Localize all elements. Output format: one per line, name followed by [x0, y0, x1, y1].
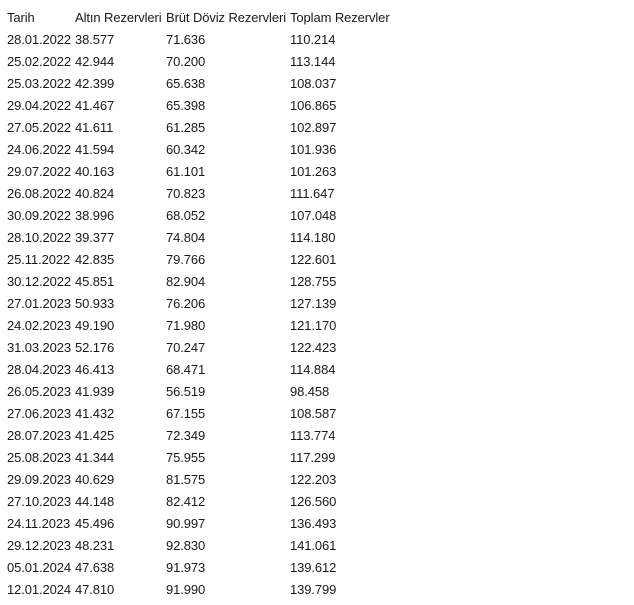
header-date: Tarih	[7, 10, 35, 25]
table-row	[7, 337, 400, 359]
cell-gross-fx-reserves: 91.973	[166, 560, 206, 575]
cell-gross-fx-reserves: 76.206	[166, 296, 206, 311]
cell-gross-fx-reserves: 81.575	[166, 472, 206, 487]
table-row	[7, 315, 400, 337]
cell-gross-fx-reserves: 92.830	[166, 538, 206, 553]
cell-total-reserves: 141.061	[290, 538, 337, 553]
table-row	[7, 293, 400, 315]
table-row	[7, 183, 400, 205]
table-row	[7, 491, 400, 513]
cell-gross-fx-reserves: 65.638	[166, 76, 206, 91]
header-gross-fx-reserves: Brüt Döviz Rezervleri	[166, 10, 286, 25]
cell-gold-reserves: 41.939	[75, 384, 115, 399]
table-row	[7, 513, 400, 535]
table-row	[7, 447, 400, 469]
cell-total-reserves: 111.647	[290, 186, 335, 201]
cell-total-reserves: 101.263	[290, 164, 337, 179]
cell-gross-fx-reserves: 67.155	[166, 406, 206, 421]
cell-gross-fx-reserves: 71.636	[166, 32, 206, 47]
cell-gold-reserves: 48.231	[75, 538, 115, 553]
cell-gold-reserves: 50.933	[75, 296, 115, 311]
cell-gold-reserves: 39.377	[75, 230, 115, 245]
cell-date: 24.02.2023	[7, 318, 72, 333]
cell-gross-fx-reserves: 82.904	[166, 274, 206, 289]
cell-date: 27.01.2023	[7, 296, 72, 311]
table-row	[7, 139, 400, 161]
table-row	[7, 29, 400, 51]
cell-gross-fx-reserves: 60.342	[166, 142, 206, 157]
table-row	[7, 249, 400, 271]
reserves-table	[7, 7, 400, 601]
table-row	[7, 381, 400, 403]
cell-date: 27.10.2023	[7, 494, 72, 509]
cell-gross-fx-reserves: 82.412	[166, 494, 206, 509]
cell-gross-fx-reserves: 72.349	[166, 428, 206, 443]
header-row	[7, 7, 400, 29]
cell-gold-reserves: 38.996	[75, 208, 115, 223]
cell-date: 29.09.2023	[7, 472, 72, 487]
table-row	[7, 73, 400, 95]
cell-gross-fx-reserves: 65.398	[166, 98, 206, 113]
cell-gold-reserves: 41.467	[75, 98, 115, 113]
table-row	[7, 469, 400, 491]
header-gold-reserves: Altın Rezervleri	[75, 10, 162, 25]
cell-date: 26.05.2023	[7, 384, 72, 399]
cell-total-reserves: 113.774	[290, 428, 336, 443]
cell-date: 27.05.2022	[7, 120, 72, 135]
cell-total-reserves: 114.884	[290, 362, 336, 377]
cell-gross-fx-reserves: 90.997	[166, 516, 206, 531]
cell-gold-reserves: 40.629	[75, 472, 115, 487]
table-row	[7, 579, 400, 601]
cell-total-reserves: 122.203	[290, 472, 337, 487]
table-row	[7, 205, 400, 227]
cell-total-reserves: 114.180	[290, 230, 336, 245]
cell-gold-reserves: 42.399	[75, 76, 115, 91]
table-row	[7, 51, 400, 73]
cell-gold-reserves: 41.594	[75, 142, 115, 157]
cell-total-reserves: 126.560	[290, 494, 337, 509]
cell-gold-reserves: 38.577	[75, 32, 115, 47]
cell-total-reserves: 139.612	[290, 560, 337, 575]
table-header	[7, 7, 400, 29]
table-row	[7, 425, 400, 447]
table-row	[7, 227, 400, 249]
cell-total-reserves: 98.458	[290, 384, 330, 399]
table-row	[7, 359, 400, 381]
table-row	[7, 271, 400, 293]
cell-date: 25.08.2023	[7, 450, 72, 465]
cell-date: 27.06.2023	[7, 406, 72, 421]
header-total-reserves: Toplam Rezervler	[290, 10, 390, 25]
cell-date: 25.02.2022	[7, 54, 72, 69]
cell-gold-reserves: 41.425	[75, 428, 115, 443]
cell-gold-reserves: 42.944	[75, 54, 115, 69]
cell-gold-reserves: 41.432	[75, 406, 115, 421]
cell-gross-fx-reserves: 68.471	[166, 362, 206, 377]
cell-date: 28.10.2022	[7, 230, 72, 245]
cell-total-reserves: 101.936	[290, 142, 337, 157]
cell-date: 29.12.2023	[7, 538, 72, 553]
cell-gold-reserves: 52.176	[75, 340, 115, 355]
table-row	[7, 557, 400, 579]
cell-total-reserves: 102.897	[290, 120, 337, 135]
cell-gross-fx-reserves: 70.247	[166, 340, 206, 355]
cell-date: 28.04.2023	[7, 362, 72, 377]
cell-gross-fx-reserves: 79.766	[166, 252, 206, 267]
cell-date: 24.11.2023	[7, 516, 71, 531]
cell-gross-fx-reserves: 70.200	[166, 54, 206, 69]
cell-date: 26.08.2022	[7, 186, 72, 201]
cell-date: 25.03.2022	[7, 76, 72, 91]
cell-total-reserves: 117.299	[290, 450, 336, 465]
cell-gross-fx-reserves: 75.955	[166, 450, 206, 465]
cell-date: 30.12.2022	[7, 274, 72, 289]
cell-date: 31.03.2023	[7, 340, 72, 355]
cell-gold-reserves: 45.496	[75, 516, 115, 531]
table-row	[7, 117, 400, 139]
cell-gold-reserves: 49.190	[75, 318, 115, 333]
cell-gross-fx-reserves: 71.980	[166, 318, 206, 333]
cell-total-reserves: 139.799	[290, 582, 337, 597]
table-row	[7, 535, 400, 557]
cell-gold-reserves: 40.163	[75, 164, 115, 179]
cell-gross-fx-reserves: 70.823	[166, 186, 206, 201]
table-row	[7, 95, 400, 117]
cell-date: 28.07.2023	[7, 428, 72, 443]
cell-gold-reserves: 45.851	[75, 274, 115, 289]
cell-gold-reserves: 44.148	[75, 494, 115, 509]
cell-date: 25.11.2022	[7, 252, 71, 267]
cell-total-reserves: 128.755	[290, 274, 337, 289]
cell-date: 28.01.2022	[7, 32, 72, 47]
cell-total-reserves: 122.423	[290, 340, 337, 355]
table-row	[7, 403, 400, 425]
cell-gold-reserves: 47.638	[75, 560, 115, 575]
cell-total-reserves: 110.214	[290, 32, 336, 47]
table-row	[7, 161, 400, 183]
cell-gross-fx-reserves: 91.990	[166, 582, 206, 597]
cell-gold-reserves: 42.835	[75, 252, 115, 267]
cell-total-reserves: 108.587	[290, 406, 337, 421]
cell-total-reserves: 122.601	[290, 252, 337, 267]
cell-gross-fx-reserves: 68.052	[166, 208, 206, 223]
cell-total-reserves: 107.048	[290, 208, 337, 223]
cell-date: 05.01.2024	[7, 560, 72, 575]
cell-total-reserves: 136.493	[290, 516, 337, 531]
cell-gross-fx-reserves: 61.285	[166, 120, 206, 135]
cell-total-reserves: 108.037	[290, 76, 337, 91]
cell-date: 24.06.2022	[7, 142, 72, 157]
cell-gross-fx-reserves: 61.101	[166, 164, 206, 179]
cell-gold-reserves: 41.611	[75, 120, 114, 135]
cell-total-reserves: 106.865	[290, 98, 337, 113]
cell-total-reserves: 113.144	[290, 54, 336, 69]
cell-date: 29.04.2022	[7, 98, 72, 113]
cell-date: 30.09.2022	[7, 208, 72, 223]
cell-total-reserves: 121.170	[290, 318, 337, 333]
cell-total-reserves: 127.139	[290, 296, 337, 311]
cell-gross-fx-reserves: 56.519	[166, 384, 206, 399]
cell-gold-reserves: 47.810	[75, 582, 115, 597]
cell-gold-reserves: 46.413	[75, 362, 115, 377]
table-body	[7, 29, 400, 601]
cell-gross-fx-reserves: 74.804	[166, 230, 206, 245]
cell-gold-reserves: 41.344	[75, 450, 115, 465]
cell-date: 29.07.2022	[7, 164, 72, 179]
cell-gold-reserves: 40.824	[75, 186, 115, 201]
cell-date: 12.01.2024	[7, 582, 72, 597]
